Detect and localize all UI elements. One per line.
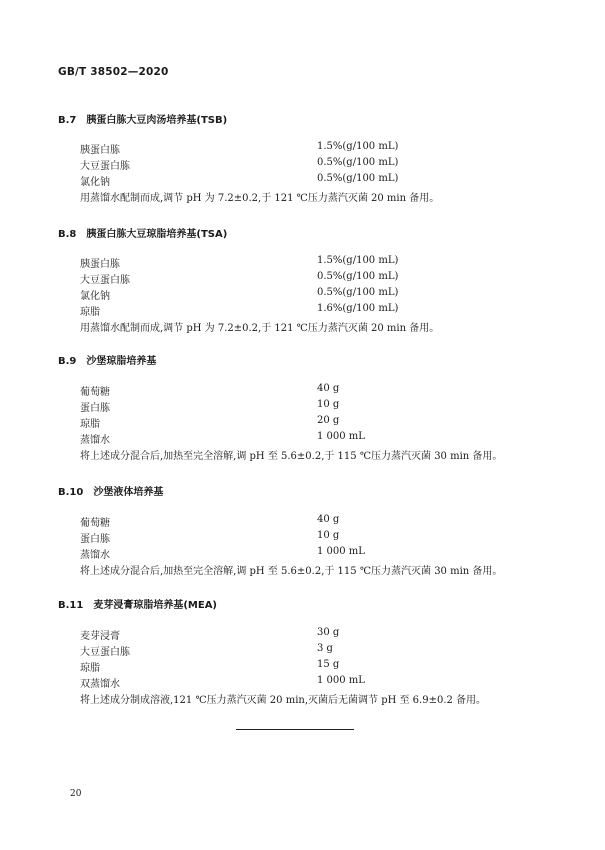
ingredient-amount: 40 g — [317, 383, 340, 394]
ingredient-name: 胰蛋白胨 — [80, 259, 120, 270]
ingredient-name: 大豆蛋白胨 — [80, 161, 130, 172]
section-heading-b7 — [58, 111, 227, 126]
ingredient-row — [80, 627, 560, 642]
ingredient-row — [80, 530, 560, 545]
preparation-note: 用蒸馏水配制而成,调节 pH 为 7.2±0.2,于 121 ℃压力蒸汽灭菌 20 min 备用。 — [80, 193, 440, 204]
ingredient-row — [80, 415, 560, 430]
ingredient-amount: 0.5%(g/100 mL) — [317, 287, 399, 298]
preparation-note: 用蒸馏水配制而成,调节 pH 为 7.2±0.2,于 121 ℃压力蒸汽灭菌 20 min 备用。 — [80, 323, 440, 334]
ingredient-name: 葡萄糖 — [80, 387, 110, 398]
ingredient-amount: 10 g — [317, 530, 340, 541]
ingredient-amount: 30 g — [317, 627, 340, 638]
ingredient-amount: 20 g — [317, 415, 340, 426]
ingredient-row — [80, 287, 560, 302]
page-number: 20 — [70, 789, 82, 799]
section-title: 麦芽浸膏琼脂培养基(MEA) — [93, 600, 218, 611]
standard-code: GB/T 38502—2020 — [58, 66, 169, 78]
ingredient-name: 琼脂 — [80, 663, 100, 674]
ingredient-row — [80, 399, 560, 414]
ingredient-row — [80, 675, 560, 690]
ingredient-name: 麦芽浸膏 — [80, 631, 120, 642]
ingredient-row — [80, 141, 560, 156]
section-title: 胰蛋白胨大豆肉汤培养基(TSB) — [86, 115, 228, 126]
ingredient-amount: 1 000 mL — [317, 675, 365, 686]
ingredient-row — [80, 255, 560, 270]
preparation-note: 将上述成分制成溶液,121 ℃压力蒸汽灭菌 20 min,灭菌后无菌调节 pH 至 6.9±0.2 备用。 — [80, 695, 487, 706]
end-rule-divider — [236, 729, 354, 730]
ingredient-row — [80, 643, 560, 658]
ingredient-amount: 1 000 mL — [317, 546, 365, 557]
ingredient-name: 蒸馏水 — [80, 435, 110, 446]
section-heading-b11 — [58, 596, 217, 611]
ingredient-name: 蒸馏水 — [80, 550, 110, 561]
section-heading-b10 — [58, 483, 163, 498]
section-heading-b9 — [58, 352, 156, 367]
ingredient-row — [80, 173, 560, 188]
ingredient-row — [80, 271, 560, 286]
ingredient-name: 胰蛋白胨 — [80, 145, 120, 156]
ingredient-amount: 0.5%(g/100 mL) — [317, 173, 399, 184]
ingredient-name: 蛋白胨 — [80, 403, 110, 414]
section-number: B.8 — [58, 229, 77, 240]
ingredient-row — [80, 303, 560, 318]
ingredient-amount: 1 000 mL — [317, 431, 365, 442]
ingredient-amount: 10 g — [317, 399, 340, 410]
ingredient-name: 葡萄糖 — [80, 518, 110, 529]
ingredient-row — [80, 659, 560, 674]
ingredient-row — [80, 157, 560, 172]
section-number: B.9 — [58, 356, 77, 367]
ingredient-name: 大豆蛋白胨 — [80, 647, 130, 658]
ingredient-amount: 1.6%(g/100 mL) — [317, 303, 399, 314]
ingredient-name: 大豆蛋白胨 — [80, 275, 130, 286]
ingredient-row — [80, 514, 560, 529]
ingredient-amount: 0.5%(g/100 mL) — [317, 157, 399, 168]
ingredient-amount: 1.5%(g/100 mL) — [317, 255, 399, 266]
ingredient-amount: 3 g — [317, 643, 333, 654]
ingredient-amount: 15 g — [317, 659, 340, 670]
section-title: 胰蛋白胨大豆琼脂培养基(TSA) — [86, 229, 228, 240]
ingredient-amount: 0.5%(g/100 mL) — [317, 271, 399, 282]
preparation-note: 将上述成分混合后,加热至完全溶解,调 pH 至 5.6±0.2,于 115 ℃压力蒸汽灭菌 30 min 备用。 — [80, 451, 503, 462]
ingredient-name: 琼脂 — [80, 307, 100, 318]
section-heading-b8 — [58, 225, 227, 240]
section-number: B.7 — [58, 115, 77, 126]
preparation-note: 将上述成分混合后,加热至完全溶解,调 pH 至 5.6±0.2,于 115 ℃压力蒸汽灭菌 30 min 备用。 — [80, 566, 503, 577]
section-number: B.11 — [58, 600, 84, 611]
section-title: 沙堡液体培养基 — [93, 487, 164, 498]
ingredient-row — [80, 431, 560, 446]
section-number: B.10 — [58, 487, 84, 498]
ingredient-name: 双蒸馏水 — [80, 679, 120, 690]
ingredient-name: 氯化钠 — [80, 177, 110, 188]
ingredient-amount: 1.5%(g/100 mL) — [317, 141, 399, 152]
ingredient-name: 蛋白胨 — [80, 534, 110, 545]
ingredient-name: 氯化钠 — [80, 291, 110, 302]
ingredient-row — [80, 546, 560, 561]
ingredient-name: 琼脂 — [80, 419, 100, 430]
section-title: 沙堡琼脂培养基 — [86, 356, 157, 367]
ingredient-amount: 40 g — [317, 514, 340, 525]
ingredient-row — [80, 383, 560, 398]
